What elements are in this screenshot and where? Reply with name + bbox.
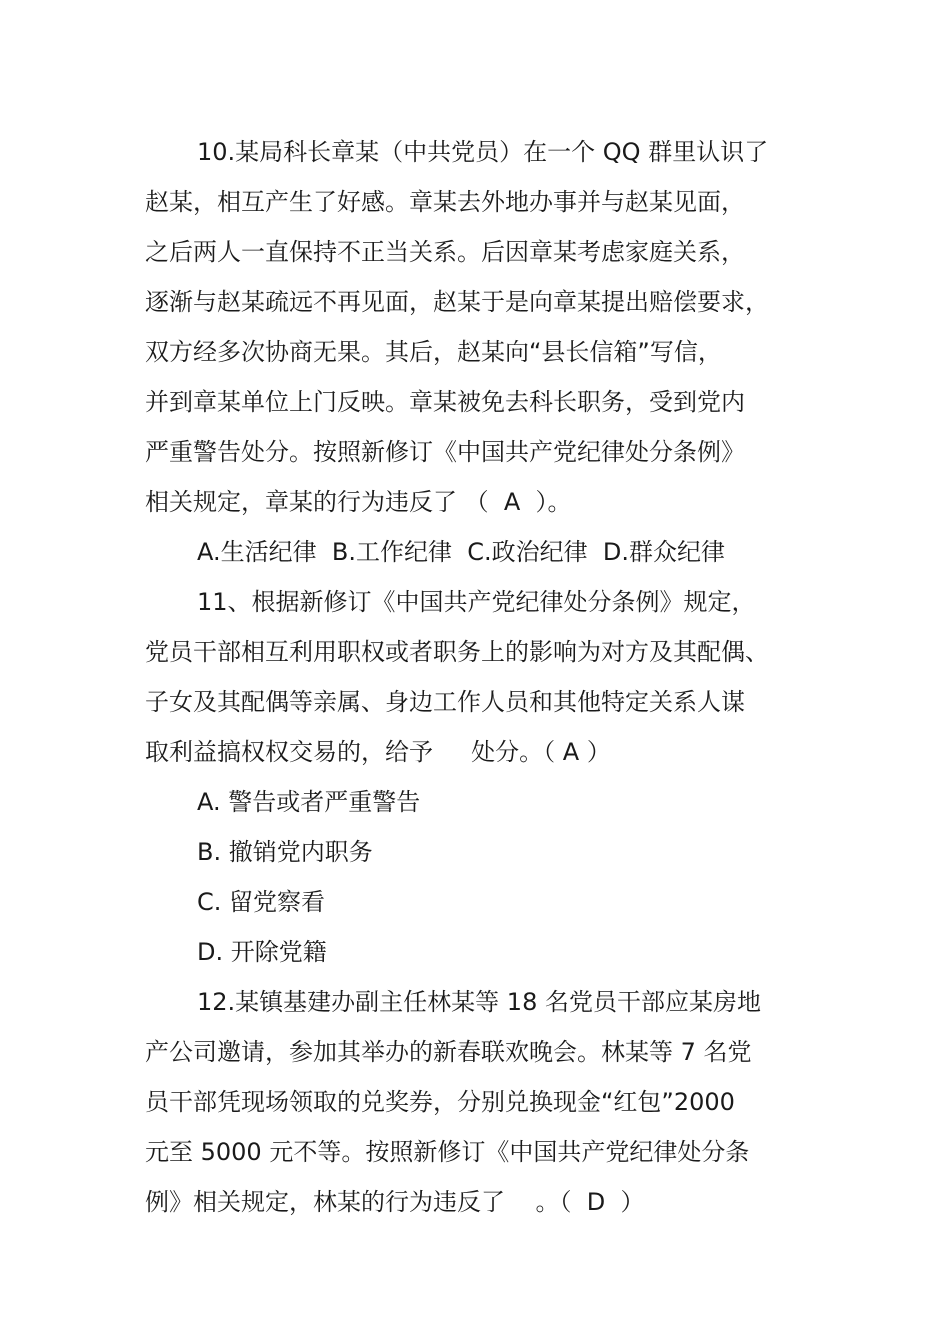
question-11 [145,577,815,977]
question-10-stem-line: 相关规定，章某的行为违反了 （ A ）。 [145,488,572,516]
question-11-option-d: D. 开除党籍 [197,938,327,966]
question-10-stem-line: 10.某局科长章某（中共党员）在一个 QQ 群里认识了 [197,138,769,166]
question-10-stem-line: 严重警告处分。按照新修订《中国共产党纪律处分条例》 [145,438,745,466]
question-12-stem-line: 例》相关规定，林某的行为违反了 。（ D ） [145,1188,645,1216]
question-10-options: A.生活纪律 B.工作纪律 C.政治纪律 D.群众纪律 [197,538,725,566]
question-12-stem-line: 员干部凭现场领取的兑奖券，分别兑换现金“红包”2000 [145,1088,735,1116]
question-10-stem-line: 并到章某单位上门反映。章某被免去科长职务，受到党内 [145,388,745,416]
question-12-stem-line: 产公司邀请，参加其举办的新春联欢晚会。林某等 7 名党 [145,1038,752,1066]
question-11-stem-line: 取利益搞权权交易的，给予 处分。（ A ） [145,738,611,766]
document-body [145,127,815,1227]
question-10-stem-line: 之后两人一直保持不正当关系。后因章某考虑家庭关系， [145,238,745,266]
question-11-option-b: B. 撤销党内职务 [197,838,373,866]
question-11-stem-line: 11、根据新修订《中国共产党纪律处分条例》规定， [197,588,756,616]
question-10 [145,127,815,577]
question-11-option-a: A. 警告或者严重警告 [197,788,421,816]
question-11-option-c: C. 留党察看 [197,888,326,916]
question-12-stem-line: 12.某镇基建办副主任林某等 18 名党员干部应某房地 [197,988,761,1016]
question-12 [145,977,815,1227]
question-10-stem-line: 双方经多次协商无果。其后，赵某向“县长信箱”写信， [145,338,722,366]
question-10-stem-line: 赵某，相互产生了好感。章某去外地办事并与赵某见面， [145,188,745,216]
question-11-stem-line: 党员干部相互利用职权或者职务上的影响为对方及其配偶、 [145,638,769,666]
question-11-stem-line: 子女及其配偶等亲属、身边工作人员和其他特定关系人谋 [145,688,745,716]
question-10-stem-line: 逐渐与赵某疏远不再见面，赵某于是向章某提出赔偿要求， [145,288,769,316]
question-12-stem-line: 元至 5000 元不等。按照新修订《中国共产党纪律处分条 [145,1138,750,1166]
